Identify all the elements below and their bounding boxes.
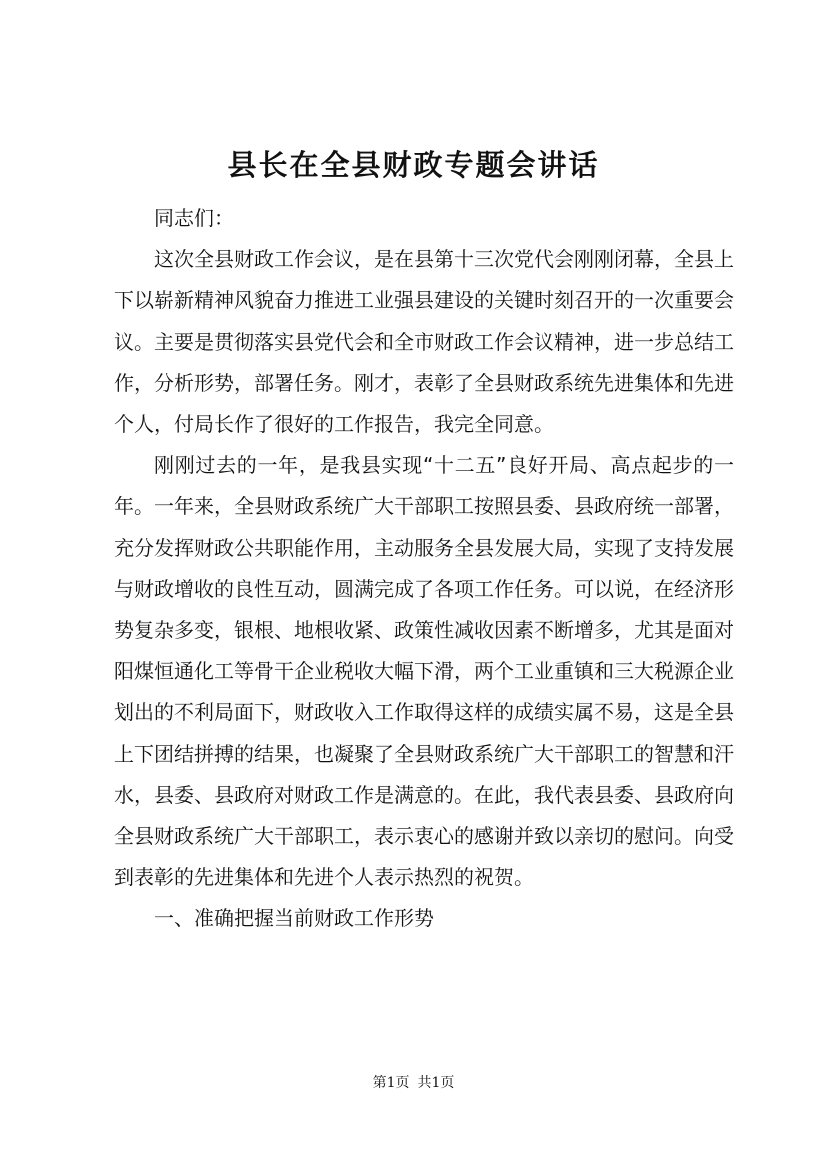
document-body [114,198,734,940]
section-heading: 一、准确把握当前财政工作形势 [154,906,434,931]
page-footer [0,1073,827,1093]
paragraph-review: 刚刚过去的一年，是我县实现“十二五”良好开局、高点起步的一年。一年来，全县财政系统广大干部职工按照县委、县政府统一部署，充分发挥财政公共职能作用，主动服务全县发展大局，实现了支持发展与财政增收的良性互动，圆满完成了各项工作任务。可以说，在经济形势复杂多变，银根、地根收紧、政策性减收因素不断增多，尤其是面对阳煤恒通化工等骨干企业税收大幅下滑，两个工业重镇和三大税源企业划出的不利局面下，财政收入工作取得这样的成绩实属不易，这是全县上下团结拼搏的结果，也凝聚了全县财政系统广大干部职工的智慧和汗水，县委、县政府对财政工作是满意的。在此，我代表县委、县政府向全县财政系统广大干部职工，表示衷心的感谢并致以亲切的慰问。向受到表彰的先进集体和先进个人表示热烈的祝贺。 [114,453,734,890]
page-number: 第1页 [372,1075,410,1091]
salutation: 同志们： [154,206,234,230]
paragraph-opening: 这次全县财政工作会议，是在县第十三次党代会刚刚闭幕，全县上下以崭新精神风貌奋力推进工业强县建设的关键时刻召开的一次重要会议。主要是贯彻落实县党代会和全市财政工作会议精神，进一步总结工作，分析形势，部署任务。刚才，表彰了全县财政系统先进集体和先进个人，付局长作了很好的工作报告，我完全同意。 [114,247,734,437]
document-title: 县长在全县财政专题会讲话 [227,148,600,182]
page-total: 共1页 [417,1075,455,1091]
